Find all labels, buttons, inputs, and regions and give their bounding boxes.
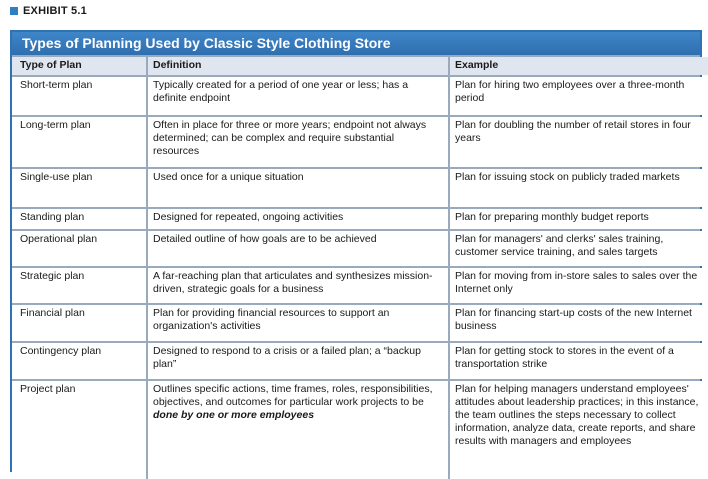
row-example: Plan for getting stock to stores in the event of a transportation strike xyxy=(450,343,708,379)
row-definition: Detailed outline of how goals are to be achieved xyxy=(148,231,448,266)
row-type: Contingency plan xyxy=(12,343,146,379)
row-definition: Designed for repeated, ongoing activities xyxy=(148,209,448,229)
header-example: Example xyxy=(450,57,708,75)
row-definition xyxy=(148,381,448,479)
row-example: Plan for preparing monthly budget reports xyxy=(450,209,708,229)
row-definition: Often in place for three or more years; endpoint not always determined; can be complex and require substantial resources xyxy=(148,117,448,167)
exhibit-label xyxy=(10,5,87,17)
row-type: Financial plan xyxy=(12,305,146,341)
row-example: Plan for issuing stock on publicly traded markets xyxy=(450,169,708,207)
row-example: Plan for hiring two employees over a three-month period xyxy=(450,77,708,115)
row-example: Plan for financing start-up costs of the new Internet business xyxy=(450,305,708,341)
row-type: Project plan xyxy=(12,381,146,479)
row-type: Strategic plan xyxy=(12,268,146,303)
row-definition: A far-reaching plan that articulates and synthesizes mission-driven, strategic goals for a business xyxy=(148,268,448,303)
row-example: Plan for doubling the number of retail stores in four years xyxy=(450,117,708,167)
row-type: Single-use plan xyxy=(12,169,146,207)
definition-text: Outlines specific actions, time frames, roles, responsibilities, objectives, and outcomes for particular work projects to be xyxy=(153,383,433,408)
row-type: Operational plan xyxy=(12,231,146,266)
table-title: Types of Planning Used by Classic Style Clothing Store xyxy=(12,32,700,55)
exhibit-square-icon xyxy=(10,7,18,15)
row-example: Plan for helping managers understand employees' attitudes about leadership practices; in this instance, the team outlines the steps necessary to collect information, analyze data, create reports, and share results with managers and employees xyxy=(450,381,708,479)
row-definition: Designed to respond to a crisis or a failed plan; a “backup plan” xyxy=(148,343,448,379)
row-definition: Used once for a unique situation xyxy=(148,169,448,207)
row-example: Plan for managers' and clerks' sales training, customer service training, and sales targets xyxy=(450,231,708,266)
header-definition: Definition xyxy=(148,57,448,75)
row-type: Standing plan xyxy=(12,209,146,229)
row-type: Long-term plan xyxy=(12,117,146,167)
table-frame xyxy=(10,30,702,472)
exhibit-label-text: EXHIBIT 5.1 xyxy=(23,5,87,17)
header-type: Type of Plan xyxy=(12,57,146,75)
row-definition: Plan for providing financial resources to support an organization's activities xyxy=(148,305,448,341)
row-type: Short-term plan xyxy=(12,77,146,115)
row-example: Plan for moving from in-store sales to sales over the Internet only xyxy=(450,268,708,303)
definition-emphasis: done by one or more employees xyxy=(153,409,315,421)
planning-table xyxy=(12,55,700,479)
row-definition: Typically created for a period of one year or less; has a definite endpoint xyxy=(148,77,448,115)
